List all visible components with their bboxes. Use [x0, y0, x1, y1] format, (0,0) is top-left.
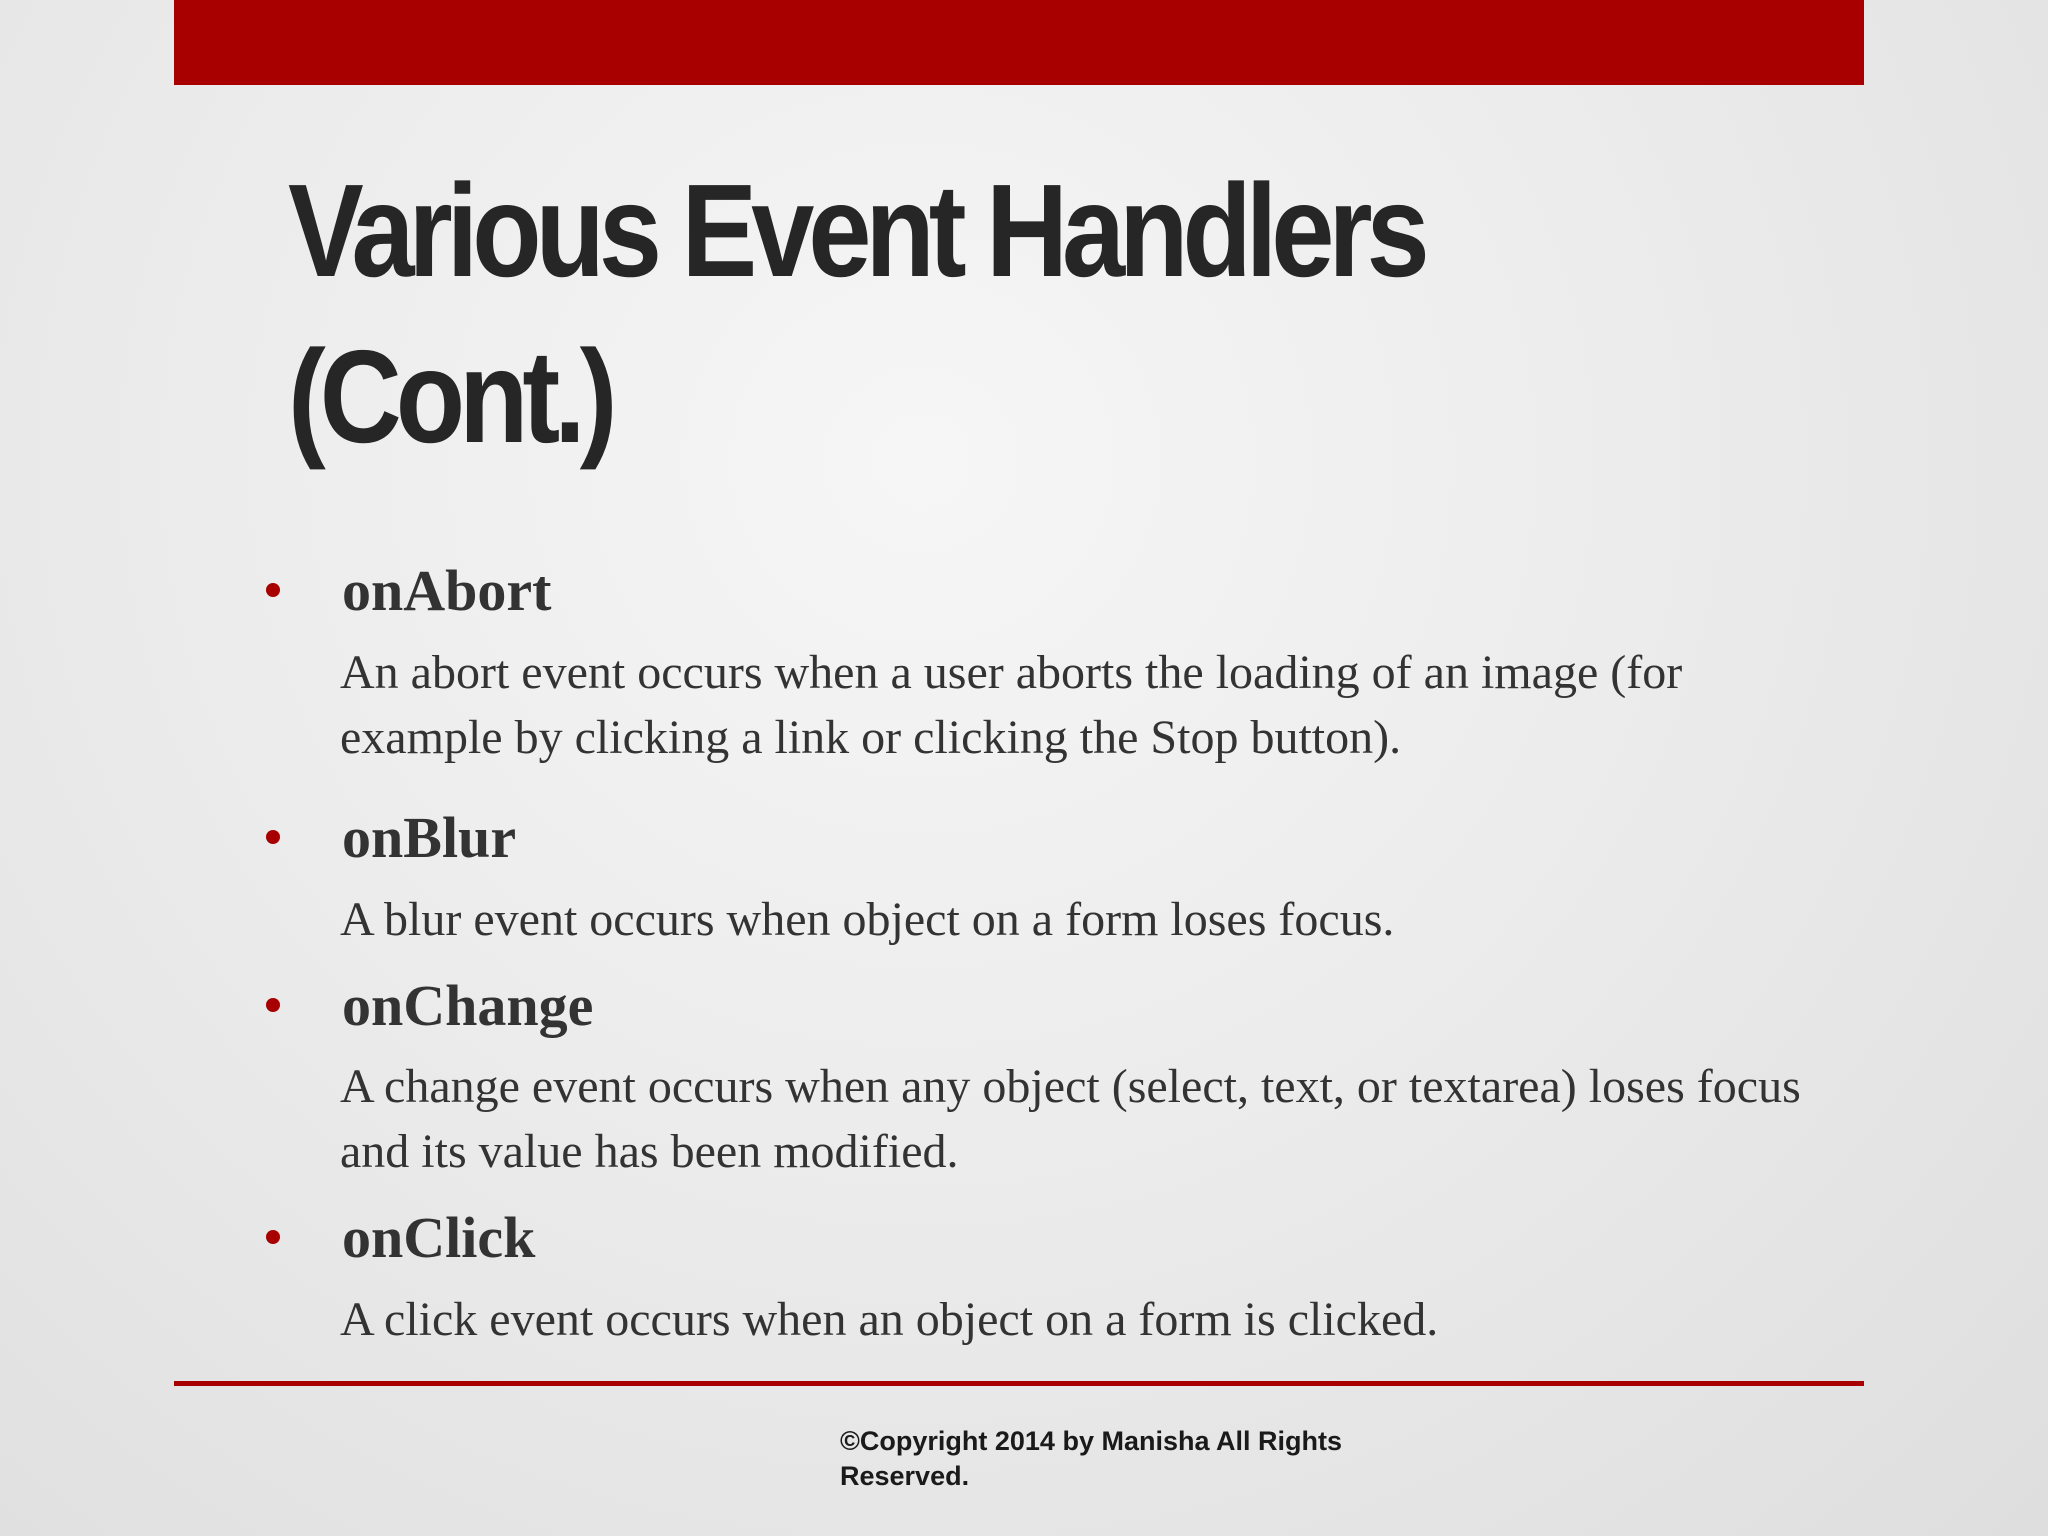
bullet-term: onClick — [342, 1204, 536, 1270]
bullet-term: onChange — [342, 972, 594, 1038]
bullet-term: onAbort — [342, 557, 552, 623]
bullet-dot-icon — [266, 830, 280, 844]
bullet-description: An abort event occurs when a user aborts the loading of an image (for example by clicking a link or clicking the Stop button). — [340, 646, 1683, 764]
bullet-item-onchange — [266, 972, 593, 1038]
bullet-dot-icon — [266, 998, 280, 1012]
slide-title: Various Event Handlers (Cont.) — [288, 157, 1424, 470]
bullet-dot-icon — [266, 583, 280, 597]
bullet-item-onblur — [266, 804, 516, 870]
bullet-item-onclick — [266, 1204, 535, 1270]
footer-divider — [174, 1381, 1864, 1386]
copyright-notice: ©Copyright 2014 by Manisha All Rights Reserved. — [840, 1426, 1342, 1491]
bullet-description: A blur event occurs when object on a form loses focus. — [340, 893, 1395, 946]
bullet-description: A change event occurs when any object (select, text, or textarea) loses focus and its value has been modified. — [340, 1060, 1801, 1178]
bullet-description: A click event occurs when an object on a form is clicked. — [340, 1293, 1439, 1346]
bullet-term: onBlur — [342, 804, 517, 870]
bullet-dot-icon — [266, 1230, 280, 1244]
bullet-item-onabort — [266, 557, 551, 623]
